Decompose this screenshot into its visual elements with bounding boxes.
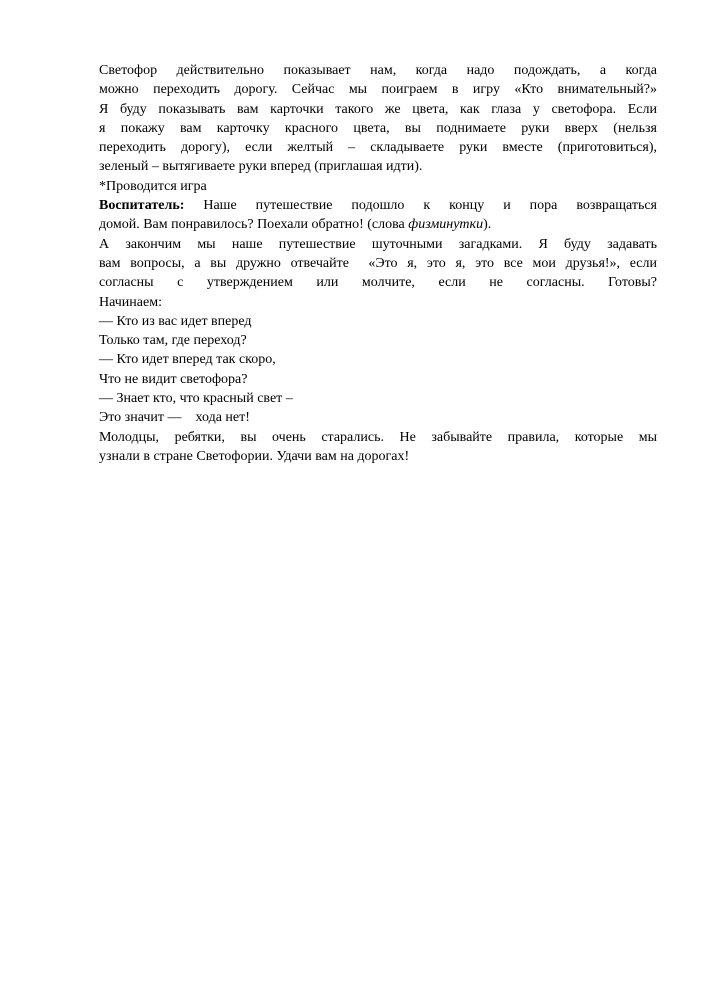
text-run: домой. Вам понравилось? Поехали обратно! (слова <box>99 217 409 233</box>
riddle-line: Это значит — хода нет! <box>99 410 250 426</box>
riddle-line: — Знает кто, что красный свет – <box>99 391 293 407</box>
text-run: Наше путешествие подошло к концу и пора возвращаться <box>184 198 657 214</box>
document-text-block <box>99 61 657 466</box>
text-line: Я буду показывать вам карточки такого же цвета, как глаза у светофора. Если <box>99 101 657 117</box>
text-line: можно переходить дорогу. Сейчас мы поиграем в игру «Кто внимательный?» <box>99 82 657 98</box>
text-line: вам вопросы, а вы дружно отвечайте «Это я, это я, это все мои друзья!», если <box>99 255 657 271</box>
text-line: А закончим мы наше путешествие шуточными загадками. Я буду задавать <box>99 236 657 252</box>
text-line: согласны с утверждением или молчите, если не согласны. Готовы? <box>99 275 657 291</box>
text-run: ). <box>483 217 492 233</box>
text-line <box>99 196 657 215</box>
speaker-label: Воспитатель: <box>99 198 185 214</box>
text-line: зеленый – вытягиваете руки вперед (приглашая идти). <box>99 159 423 175</box>
text-line: я покажу вам карточку красного цвета, вы поднимаете руки вверх (нельзя <box>99 120 657 136</box>
stage-direction-line: *Проводится игра <box>99 178 207 194</box>
riddle-line: Только там, где переход? <box>99 333 247 349</box>
riddle-line: — Кто из вас идет вперед <box>99 313 252 329</box>
text-line: Начинаем: <box>99 294 162 310</box>
text-line: узнали в стране Светофории. Удачи вам на дорогах! <box>99 448 410 464</box>
text-line: Молодцы, ребятки, вы очень старались. Не забывайте правила, которые мы <box>99 429 657 445</box>
text-line <box>99 215 657 234</box>
text-line: переходить дорогу), если желтый – складываете руки вместе (приготовиться), <box>99 140 657 156</box>
text-line: Светофор действительно показывает нам, когда надо подождать, а когда <box>99 63 657 78</box>
riddle-line: Что не видит светофора? <box>99 371 248 387</box>
riddle-line: — Кто идет вперед так скоро, <box>99 352 276 368</box>
italic-term: физминутки <box>408 217 484 233</box>
